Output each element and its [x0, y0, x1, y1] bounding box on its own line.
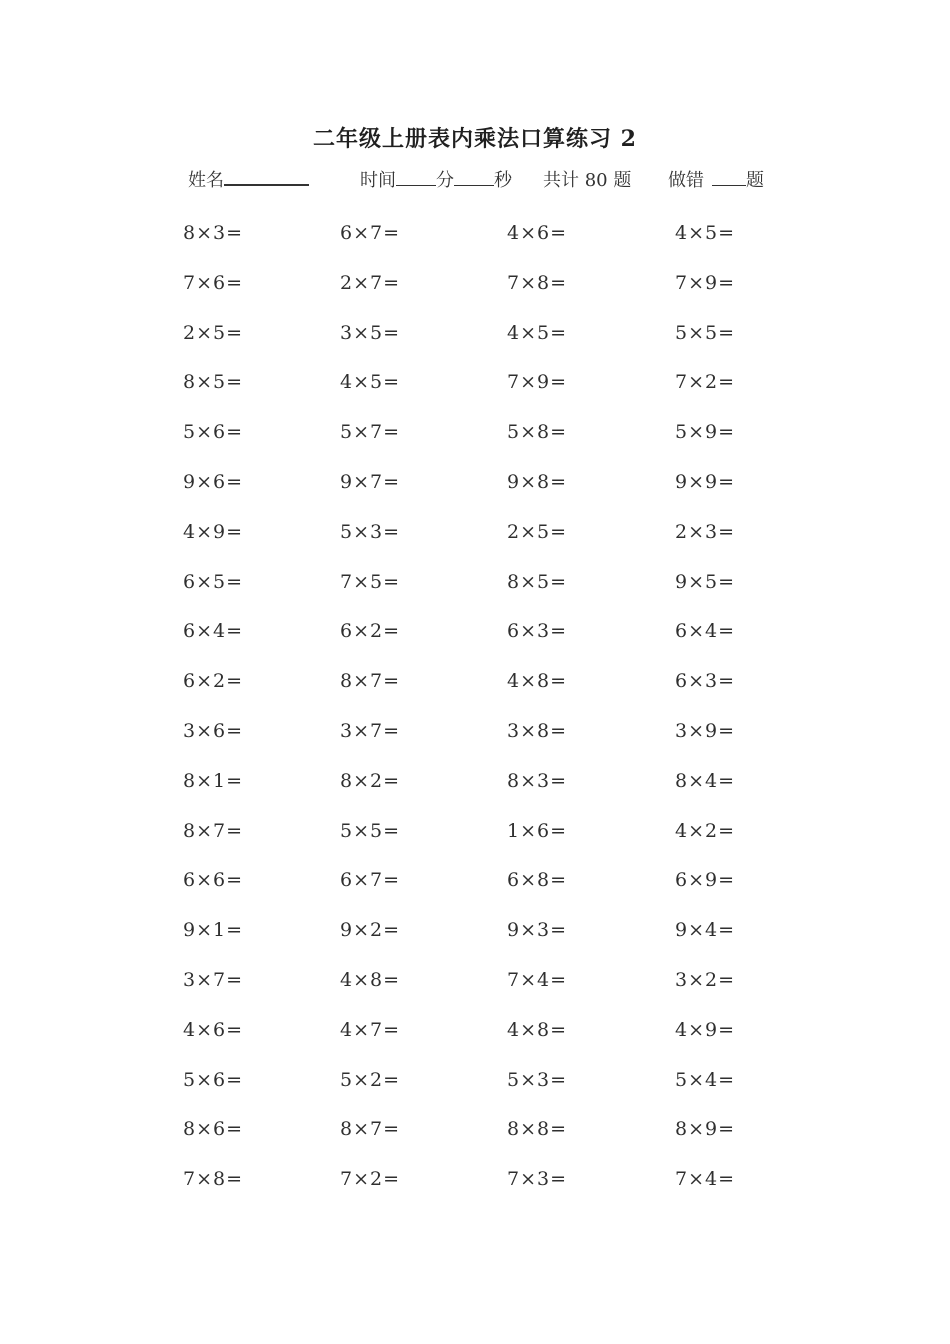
problem-item: 8×3= — [507, 769, 568, 792]
problem-item: 5×6= — [183, 421, 244, 444]
problem-row — [0, 620, 950, 670]
problem-item: 3×6= — [183, 719, 244, 742]
problem-item: 2×7= — [340, 271, 401, 294]
problem-item: 5×4= — [675, 1068, 736, 1091]
problem-row — [0, 571, 950, 621]
problem-item: 9×7= — [340, 470, 401, 493]
problem-row — [0, 1118, 950, 1168]
time-field[interactable] — [360, 166, 512, 192]
problem-item: 6×4= — [675, 620, 736, 643]
problem-item: 4×8= — [507, 670, 568, 693]
problem-item: 5×6= — [183, 1068, 244, 1091]
minute-blank[interactable] — [396, 171, 436, 186]
problem-item: 4×6= — [183, 1018, 244, 1041]
problem-item: 9×1= — [183, 919, 244, 942]
problem-item: 8×1= — [183, 769, 244, 792]
problem-item: 6×8= — [507, 869, 568, 892]
problem-item: 4×8= — [340, 968, 401, 991]
problem-row — [0, 720, 950, 770]
problem-item: 3×2= — [675, 968, 736, 991]
problem-item: 5×7= — [340, 421, 401, 444]
problem-row — [0, 820, 950, 870]
problem-item: 5×5= — [340, 819, 401, 842]
problem-item: 6×6= — [183, 869, 244, 892]
problem-item: 5×8= — [507, 421, 568, 444]
problem-item: 5×9= — [675, 421, 736, 444]
problem-item: 4×2= — [675, 819, 736, 842]
problem-item: 5×3= — [340, 520, 401, 543]
problem-item: 3×8= — [507, 719, 568, 742]
problem-row — [0, 272, 950, 322]
problem-item: 9×8= — [507, 470, 568, 493]
problem-item: 8×5= — [183, 371, 244, 394]
name-blank[interactable] — [224, 170, 309, 186]
problem-grid — [0, 222, 950, 1218]
problem-item: 8×6= — [183, 1118, 244, 1141]
problem-row — [0, 670, 950, 720]
problem-item: 9×5= — [675, 570, 736, 593]
problem-row — [0, 770, 950, 820]
name-label: 姓名 — [188, 170, 224, 191]
problem-item: 9×2= — [340, 919, 401, 942]
problem-item: 6×2= — [183, 670, 244, 693]
problem-item: 3×9= — [675, 719, 736, 742]
problem-item: 7×4= — [675, 1168, 736, 1191]
second-label: 秒 — [494, 170, 512, 191]
problem-item: 7×6= — [183, 271, 244, 294]
problem-row — [0, 371, 950, 421]
wrong-label: 做错 — [668, 170, 704, 191]
problem-item: 8×7= — [340, 1118, 401, 1141]
problem-item: 8×7= — [340, 670, 401, 693]
problem-item: 9×3= — [507, 919, 568, 942]
problem-item: 4×5= — [340, 371, 401, 394]
problem-item: 1×6= — [507, 819, 568, 842]
problem-item: 5×3= — [507, 1068, 568, 1091]
problem-item: 8×3= — [183, 222, 244, 244]
problem-item: 6×9= — [675, 869, 736, 892]
problem-item: 4×9= — [183, 520, 244, 543]
problem-item: 8×2= — [340, 769, 401, 792]
problem-item: 6×7= — [340, 222, 401, 244]
problem-item: 9×6= — [183, 470, 244, 493]
problem-item: 7×2= — [340, 1168, 401, 1191]
problem-item: 6×2= — [340, 620, 401, 643]
problem-item: 2×5= — [183, 321, 244, 344]
problem-item: 9×4= — [675, 919, 736, 942]
problem-item: 6×5= — [183, 570, 244, 593]
problem-row — [0, 1168, 950, 1218]
problem-row — [0, 1069, 950, 1119]
problem-row — [0, 1019, 950, 1069]
problem-item: 8×8= — [507, 1118, 568, 1141]
problem-item: 7×9= — [507, 371, 568, 394]
problem-item: 9×9= — [675, 470, 736, 493]
problem-item: 4×6= — [507, 222, 568, 244]
problem-item: 8×4= — [675, 769, 736, 792]
problem-item: 7×2= — [675, 371, 736, 394]
wrong-suffix: 题 — [746, 170, 764, 191]
problem-row — [0, 969, 950, 1019]
problem-item: 4×9= — [675, 1018, 736, 1041]
wrong-count-field[interactable] — [668, 166, 764, 192]
problem-item: 7×8= — [507, 271, 568, 294]
problem-row — [0, 222, 950, 272]
problem-item: 4×5= — [675, 222, 736, 244]
problem-item: 7×4= — [507, 968, 568, 991]
info-row — [0, 166, 950, 190]
problem-item: 3×7= — [340, 719, 401, 742]
problem-item: 7×5= — [340, 570, 401, 593]
problem-item: 6×4= — [183, 620, 244, 643]
problem-row — [0, 919, 950, 969]
problem-item: 3×7= — [183, 968, 244, 991]
second-blank[interactable] — [454, 171, 494, 186]
problem-row — [0, 421, 950, 471]
minute-label: 分 — [436, 170, 454, 191]
problem-item: 5×5= — [675, 321, 736, 344]
problem-item: 6×3= — [507, 620, 568, 643]
time-label: 时间 — [360, 170, 396, 191]
problem-item: 2×3= — [675, 520, 736, 543]
name-field[interactable] — [188, 166, 309, 192]
problem-row — [0, 471, 950, 521]
problem-item: 8×7= — [183, 819, 244, 842]
problem-item: 6×7= — [340, 869, 401, 892]
problem-item: 7×3= — [507, 1168, 568, 1191]
problem-item: 8×9= — [675, 1118, 736, 1141]
problem-item: 2×5= — [507, 520, 568, 543]
total-count: 共计 80 题 — [543, 170, 632, 191]
problem-item: 4×8= — [507, 1018, 568, 1041]
wrong-blank[interactable] — [712, 171, 746, 186]
problem-item: 7×8= — [183, 1168, 244, 1191]
problem-item: 8×5= — [507, 570, 568, 593]
problem-item: 5×2= — [340, 1068, 401, 1091]
problem-row — [0, 322, 950, 372]
problem-item: 4×5= — [507, 321, 568, 344]
problem-item: 3×5= — [340, 321, 401, 344]
problem-row — [0, 869, 950, 919]
page-title: 二年级上册表内乘法口算练习 2 — [313, 126, 637, 152]
problem-item: 7×9= — [675, 271, 736, 294]
problem-item: 4×7= — [340, 1018, 401, 1041]
problem-item: 6×3= — [675, 670, 736, 693]
problem-row — [0, 521, 950, 571]
